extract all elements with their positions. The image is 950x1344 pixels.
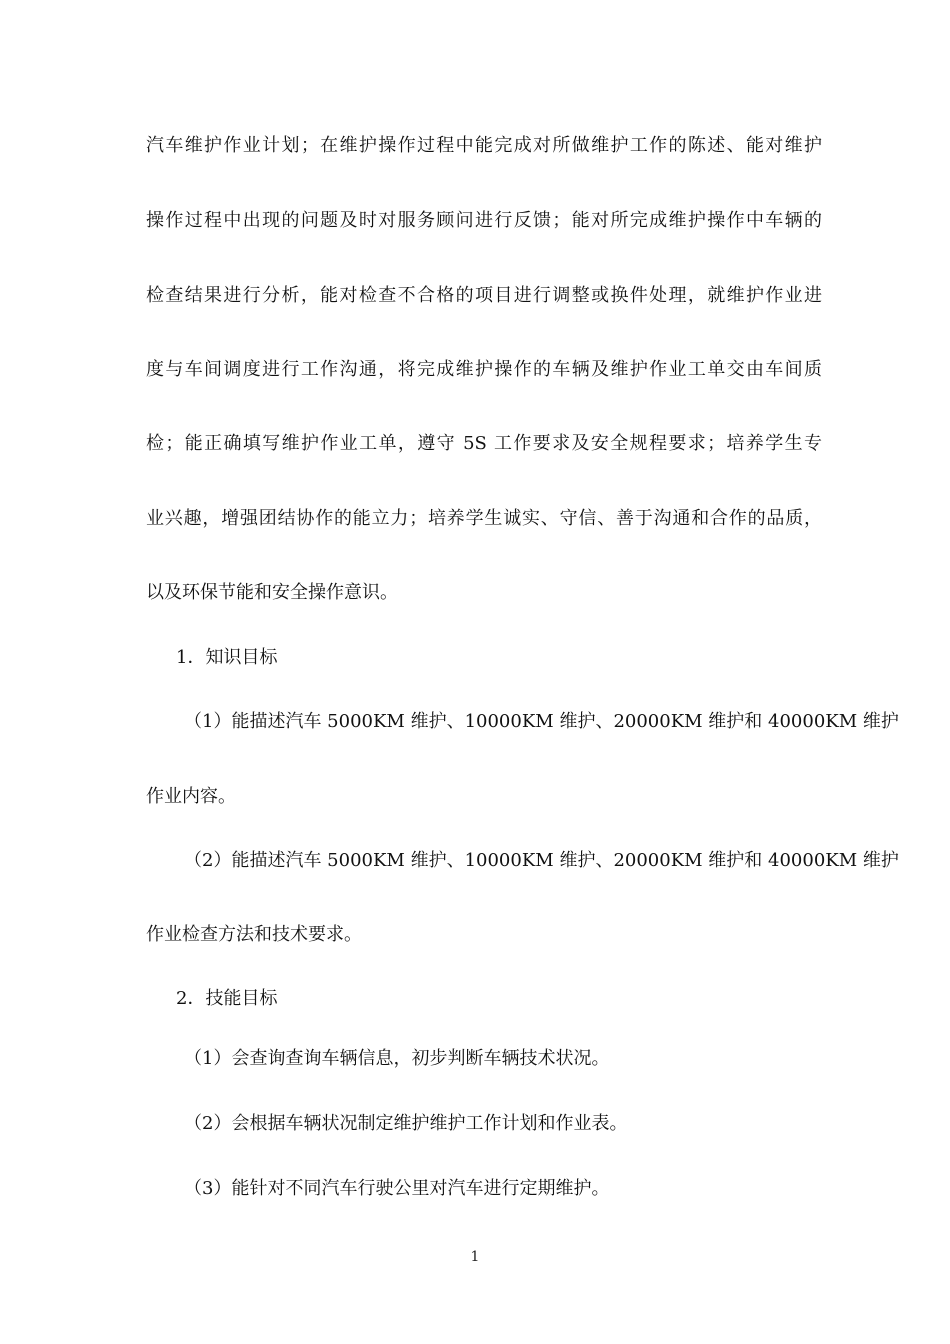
list-item: （2）会根据车辆状况制定维护维护工作计划和作业表。 <box>184 1113 628 1134</box>
paragraph-line: 操作过程中出现的问题及时对服务顾问进行反馈；能对所完成维护操作中车辆的 <box>146 210 822 231</box>
page-number: 1 <box>470 1249 480 1265</box>
list-item: （3）能针对不同汽车行驶公里对汽车进行定期维护。 <box>184 1178 610 1199</box>
paragraph-line: 度与车间调度进行工作沟通，将完成维护操作的车辆及维护作业工单交由车间质 <box>146 359 822 380</box>
list-item-continuation: 作业内容。 <box>146 786 236 807</box>
section-heading-knowledge: 1．知识目标 <box>176 647 278 668</box>
list-item: （1）会查询查询车辆信息，初步判断车辆技术状况。 <box>184 1048 610 1069</box>
section-heading-skills: 2．技能目标 <box>176 988 278 1009</box>
paragraph-line: 检；能正确填写维护作业工单，遵守 5S 工作要求及安全规程要求；培养学生专 <box>146 433 822 454</box>
paragraph-line: 业兴趣，增强团结协作的能立力；培养学生诚实、守信、善于沟通和合作的品质， <box>146 508 822 529</box>
list-item: （1）能描述汽车 5000KM 维护、10000KM 维护、20000KM 维护和 40000KM 维护 <box>184 711 899 732</box>
list-item-continuation: 作业检查方法和技术要求。 <box>146 924 362 945</box>
paragraph-line: 汽车维护作业计划；在维护操作过程中能完成对所做维护工作的陈述、能对维护 <box>146 135 822 156</box>
paragraph-line: 检查结果进行分析，能对检查不合格的项目进行调整或换件处理，就维护作业进 <box>146 285 822 306</box>
paragraph-line: 以及环保节能和安全操作意识。 <box>146 582 398 603</box>
list-item: （2）能描述汽车 5000KM 维护、10000KM 维护、20000KM 维护和 40000KM 维护 <box>184 850 899 871</box>
